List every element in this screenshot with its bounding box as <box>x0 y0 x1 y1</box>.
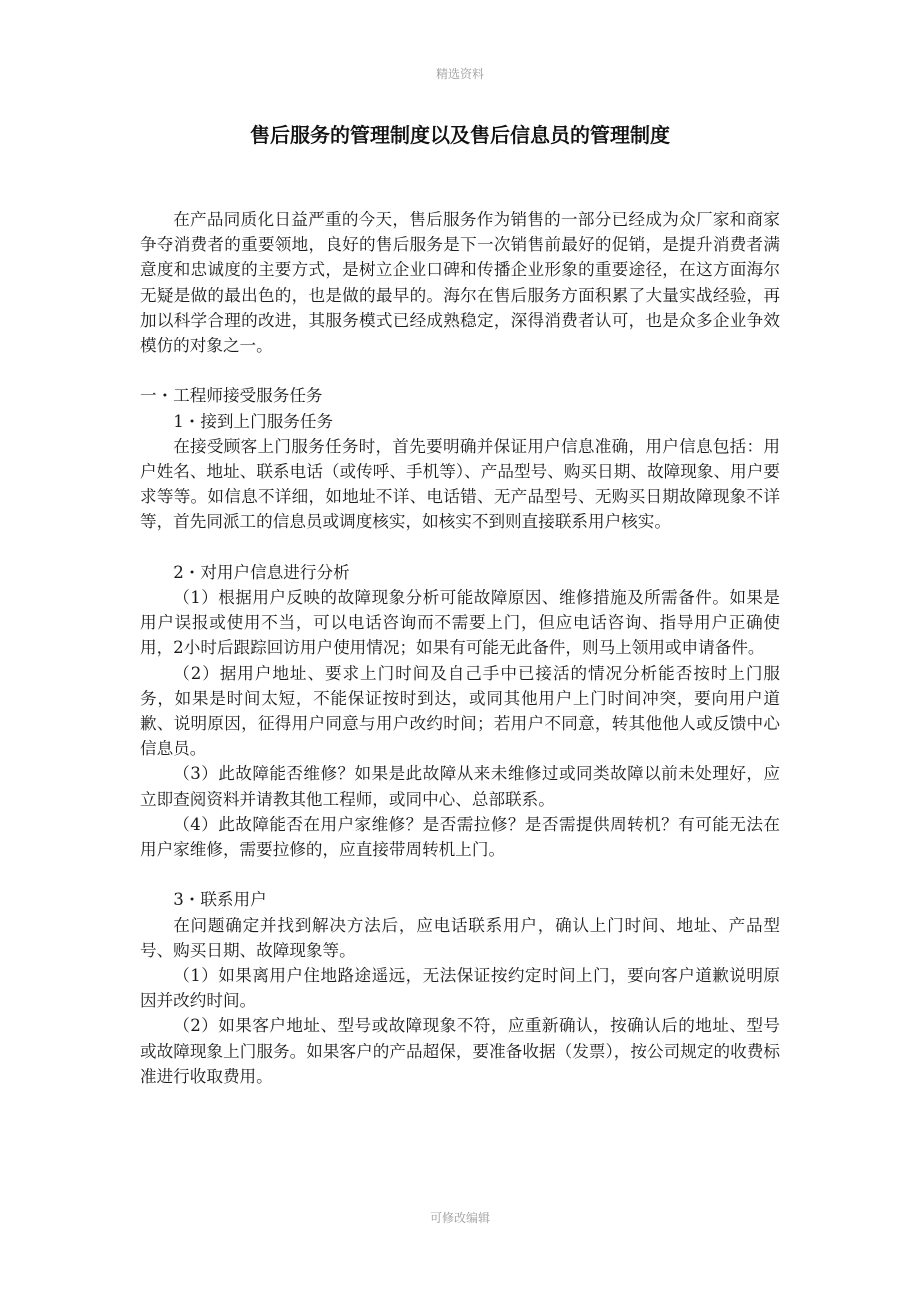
subsection-paragraph: 在问题确定并找到解决方法后，应电话联系用户，确认上门时间、地址、产品型号、购买日期、故障现象等。 <box>140 915 780 960</box>
subsection-heading: 1・接到上门服务任务 <box>173 411 334 431</box>
list-item: （1）根据用户反映的故障现象分析可能故障原因、维修措施及所需备件。如果是用户误报或使用不当，可以电话咨询而不需要上门，但应电话咨询、指导用户正确使用，2小时后跟踪回访用户使用情况；如果有可能无此备件，则马上领用或申请备件。 <box>140 588 780 658</box>
document-body <box>140 207 780 1089</box>
subsection-heading: 3・联系用户 <box>173 890 267 910</box>
section-heading: 一・工程师接受服务任务 <box>140 386 323 406</box>
spacer <box>140 535 780 560</box>
spacer <box>140 862 780 887</box>
list-item: （1）如果离用户住地路途遥远，无法保证按约定时间上门，要向客户道歉说明原因并改约时间。 <box>140 966 780 1011</box>
header-watermark: 精选资料 <box>435 67 484 81</box>
footer-watermark: 可修改编辑 <box>429 1211 490 1225</box>
subsection-heading: 2・对用户信息进行分析 <box>173 562 350 582</box>
subsection-paragraph: 在接受顾客上门服务任务时，首先要明确并保证用户信息准确，用户信息包括：用户姓名、地址、联系电话（或传呼、手机等）、产品型号、购买日期、故障现象、用户要求等等。如信息不详细，如地址不详、电话错、无产品型号、无购买日期故障现象不详等，首先同派工的信息员或调度核实，如核实不到则直接联系用户核实。 <box>140 436 780 532</box>
spacer <box>140 358 780 383</box>
document-title: 售后服务的管理制度以及售后信息员的管理制度 <box>250 123 670 147</box>
list-item: （3）此故障能否维修？如果是此故障从来未维修过或同类故障以前未处理好，应立即查阅资料并请教其他工程师，或同中心、总部联系。 <box>140 764 780 809</box>
intro-paragraph: 在产品同质化日益严重的今天，售后服务作为销售的一部分已经成为众厂家和商家争夺消费者的重要领地，良好的售后服务是下一次销售前最好的促销，是提升消费者满意度和忠诚度的主要方式，是树立企业口碑和传播企业形象的重要途径，在这方面海尔无疑是做的最出色的，也是做的最早的。海尔在售后服务方面积累了大量实战经验，再加以科学合理的改进，其服务模式已经成熟稳定，深得消费者认可，也是众多企业争效模仿的对象之一。 <box>140 210 780 356</box>
list-item: （2）如果客户地址、型号或故障现象不符，应重新确认，按确认后的地址、型号或故障现象上门服务。如果客户的产品超保，要准备收据（发票），按公司规定的收费标准进行收取费用。 <box>140 1016 780 1086</box>
list-item: （4）此故障能否在用户家维修？是否需拉修？是否需提供周转机？有可能无法在用户家维修，需要拉修的，应直接带周转机上门。 <box>140 814 780 860</box>
list-item: （2）据用户地址、要求上门时间及自己手中已接活的情况分析能否按时上门服务，如果是时间太短，不能保证按时到达，或同其他用户上门时间冲突，要向用户道歉、说明原因，征得用户同意与用户改约时间；若用户不同意，转其他他人或反馈中心信息员。 <box>140 663 780 759</box>
